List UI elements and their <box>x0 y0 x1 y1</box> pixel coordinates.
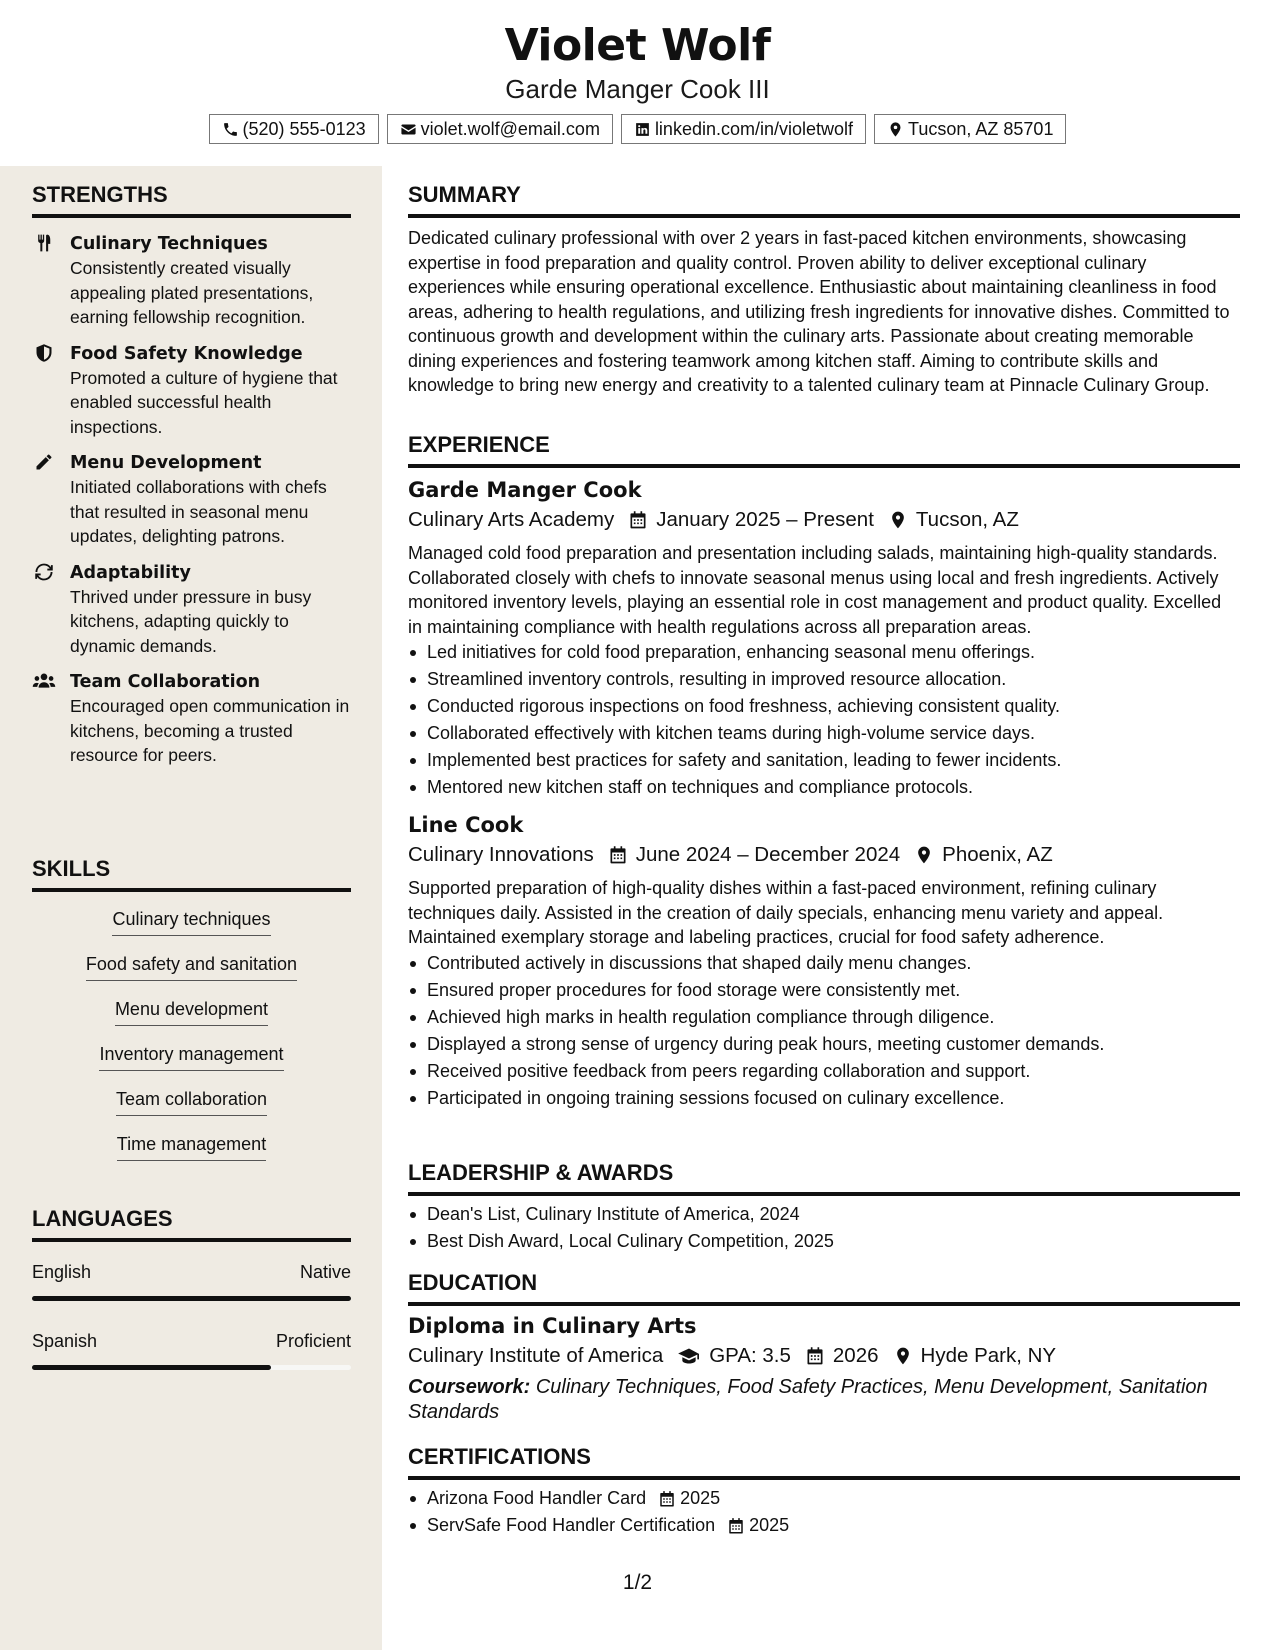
job-company: Culinary Arts Academy <box>408 508 615 531</box>
coursework-list: Culinary Techniques, Food Safety Practices, Menu Development, Sanitation Standards <box>408 1376 1208 1423</box>
pencil-icon <box>34 452 54 472</box>
job-entry <box>408 476 1240 801</box>
certification-name: ServSafe Food Handler Certification <box>427 1515 716 1535</box>
experience-heading: EXPERIENCE <box>408 432 1240 468</box>
summary-text: Dedicated culinary professional with over 2 years in fast-paced kitchen environments, showcasing expertise in food preparation and quality control. Proven ability to deliver exceptional culinary experiences while ensuring operational excellence. Enthusiastic about maintaining cleanliness in food areas, adhering to health regulations, and utilizing fresh ingredients for innovative dishes. Committed to continuous growth and development within the culinary arts. Passionate about creating memorable dining experiences and fostering teamwork among kitchen staff. Aiming to contribute skills and knowledge to bring new energy and creativity to a talented culinary team at Pinnacle Culinary Group. <box>408 228 1230 395</box>
job-title: Line Cook <box>408 813 524 837</box>
language-name: Spanish <box>32 1331 98 1351</box>
contact-location <box>874 114 1066 144</box>
shield-icon <box>34 343 54 363</box>
certifications-heading: CERTIFICATIONS <box>408 1444 1240 1480</box>
education-section <box>408 1270 1240 1424</box>
school-location: Hyde Park, NY <box>920 1344 1057 1367</box>
language-proficiency-fill <box>32 1365 271 1370</box>
certifications-section <box>408 1444 1240 1539</box>
language-proficiency-fill <box>32 1296 351 1301</box>
candidate-title: Garde Manger Cook III <box>505 74 770 104</box>
sidebar <box>0 166 382 1650</box>
languages-section <box>32 1206 351 1370</box>
strength-title: Menu Development <box>70 453 262 473</box>
job-bullet: Led initiatives for cold food preparation, enhancing seasonal menu offerings. <box>408 639 1240 666</box>
skill-tag: Menu development <box>115 998 268 1026</box>
users-icon <box>32 671 56 691</box>
map-marker-icon <box>887 121 904 138</box>
certification-item <box>408 1512 1240 1539</box>
strength-desc: Initiated collaborations with chefs that resulted in seasonal menu updates, delighting patrons. <box>70 477 327 546</box>
certification-name: Arizona Food Handler Card <box>427 1488 647 1508</box>
certification-year: 2025 <box>680 1488 721 1508</box>
skill-tag: Culinary techniques <box>112 908 270 936</box>
job-bullets <box>408 639 1240 801</box>
education-heading: EDUCATION <box>408 1270 1240 1306</box>
linkedin-text: linkedin.com/in/violetwolf <box>654 118 854 139</box>
job-bullet: Mentored new kitchen staff on techniques and compliance protocols. <box>408 774 1240 801</box>
coursework-label: Coursework: <box>408 1376 531 1398</box>
calendar-icon <box>608 845 628 865</box>
calendar-icon <box>727 1517 745 1535</box>
job-bullet: Implemented best practices for safety and sanitation, leading to fewer incidents. <box>408 747 1240 774</box>
job-dates: June 2024 – December 2024 <box>635 843 901 866</box>
summary-section <box>408 182 1240 398</box>
graduation-year: 2026 <box>832 1344 879 1367</box>
linkedin-icon <box>634 121 651 138</box>
degree-title: Diploma in Culinary Arts <box>408 1314 697 1338</box>
phone-icon <box>222 121 239 138</box>
sync-icon <box>34 562 54 582</box>
strength-title: Team Collaboration <box>70 672 261 692</box>
summary-heading: SUMMARY <box>408 182 1240 218</box>
contact-email[interactable] <box>387 114 613 144</box>
skill-tag: Time management <box>117 1133 266 1161</box>
job-description: Managed cold food preparation and presentation including salads, maintaining high-quality standards. Collaborated closely with chefs to innovate seasonal menus using local and fresh ingredients. Actively monitored inventory levels, playing an essential role in cost management and product quality. Excelled in maintaining compliance with health regulations across all preparation areas. <box>408 543 1222 637</box>
contact-phone[interactable] <box>209 114 379 144</box>
location-text: Tucson, AZ 85701 <box>908 118 1054 139</box>
awards-section <box>408 1160 1240 1255</box>
strengths-heading: STRENGTHS <box>32 182 351 218</box>
job-company: Culinary Innovations <box>408 843 594 866</box>
skill-tag: Food safety and sanitation <box>86 953 297 981</box>
job-meta <box>408 504 1240 536</box>
calendar-icon <box>658 1490 676 1508</box>
job-bullet: Achieved high marks in health regulation compliance through diligence. <box>408 1004 1240 1031</box>
job-bullet: Received positive feedback from peers regarding collaboration and support. <box>408 1058 1240 1085</box>
calendar-icon <box>628 510 648 530</box>
language-proficiency-bar <box>32 1365 351 1370</box>
experience-section <box>408 432 1240 1112</box>
page-number: 1/2 <box>622 1571 653 1594</box>
coursework <box>408 1375 1240 1424</box>
school-name: Culinary Institute of America <box>408 1344 664 1367</box>
strength-desc: Promoted a culture of hygiene that enabled successful health inspections. <box>70 367 338 437</box>
certification-year: 2025 <box>749 1515 790 1535</box>
language-name: English <box>32 1262 92 1282</box>
strength-item <box>32 342 351 440</box>
job-bullet: Displayed a strong sense of urgency during peak hours, meeting customer demands. <box>408 1031 1240 1058</box>
skills-list <box>32 894 351 1164</box>
job-bullet: Collaborated effectively with kitchen teams during high-volume service days. <box>408 720 1240 747</box>
skill-tag: Team collaboration <box>116 1088 267 1116</box>
job-meta <box>408 839 1240 871</box>
job-bullet: Streamlined inventory controls, resulting in improved resource allocation. <box>408 666 1240 693</box>
certification-item <box>408 1485 1240 1512</box>
language-item <box>32 1260 351 1301</box>
strength-desc: Encouraged open communication in kitchens, becoming a trusted resource for peers. <box>70 696 350 765</box>
job-bullet: Ensured proper procedures for food storage were consistently met. <box>408 977 1240 1004</box>
strengths-section <box>32 182 351 768</box>
strength-title: Culinary Techniques <box>70 234 268 254</box>
certifications-list <box>408 1485 1240 1539</box>
gpa: GPA: 3.5 <box>709 1344 791 1367</box>
phone-text: (520) 555-0123 <box>242 118 366 139</box>
job-bullets <box>408 950 1240 1112</box>
education-meta <box>408 1340 1240 1372</box>
contact-bar <box>0 114 1275 144</box>
job-title: Garde Manger Cook <box>408 478 642 502</box>
skills-heading: SKILLS <box>32 856 351 892</box>
strength-title: Adaptability <box>70 562 191 583</box>
job-bullet: Contributed actively in discussions that shaped daily menu changes. <box>408 950 1240 977</box>
job-location: Tucson, AZ <box>915 508 1019 531</box>
strength-title: Food Safety Knowledge <box>70 343 303 364</box>
candidate-name: Violet Wolf <box>504 20 771 71</box>
job-bullet: Conducted rigorous inspections on food freshness, achieving consistent quality. <box>408 693 1240 720</box>
languages-heading: LANGUAGES <box>32 1206 351 1242</box>
contact-linkedin[interactable] <box>621 114 866 144</box>
resume-header <box>0 0 1275 160</box>
awards-list <box>408 1201 1240 1255</box>
job-bullet: Participated in ongoing training sessions focused on culinary excellence. <box>408 1085 1240 1112</box>
skill-tag: Inventory management <box>99 1043 283 1071</box>
map-marker-icon <box>893 1346 913 1366</box>
calendar-icon <box>805 1346 825 1366</box>
job-location: Phoenix, AZ <box>942 843 1053 866</box>
strength-desc: Consistently created visually appealing plated presentations, earning fellowship recognition. <box>70 258 314 327</box>
language-item <box>32 1329 351 1370</box>
strength-desc: Thrived under pressure in busy kitchens, adapting quickly to dynamic demands. <box>70 586 312 656</box>
job-dates: January 2025 – Present <box>656 508 874 531</box>
map-marker-icon <box>888 510 908 530</box>
utensils-icon <box>34 233 54 253</box>
language-level: Proficient <box>275 1331 351 1351</box>
envelope-icon <box>400 121 417 138</box>
strength-item <box>32 561 351 659</box>
strength-item <box>32 670 351 768</box>
awards-heading: LEADERSHIP & AWARDS <box>408 1160 1240 1196</box>
award-item: Dean's List, Culinary Institute of America, 2024 <box>408 1201 1240 1228</box>
award-item: Best Dish Award, Local Culinary Competition, 2025 <box>408 1228 1240 1255</box>
language-level: Native <box>299 1262 351 1282</box>
strength-item <box>32 232 351 330</box>
graduation-cap-icon <box>677 1346 701 1366</box>
map-marker-icon <box>914 845 934 865</box>
strength-item <box>32 451 351 549</box>
skills-section <box>32 856 351 1164</box>
language-proficiency-bar <box>32 1296 351 1301</box>
email-text: violet.wolf@email.com <box>420 118 600 139</box>
job-description: Supported preparation of high-quality dishes within a fast-paced environment, refining culinary techniques daily. Assisted in the creation of daily specials, enhancing menu variety and appeal. Maintained exemplary storage and labeling practices, crucial for food safety adherence. <box>408 878 1164 947</box>
job-entry <box>408 811 1240 1112</box>
